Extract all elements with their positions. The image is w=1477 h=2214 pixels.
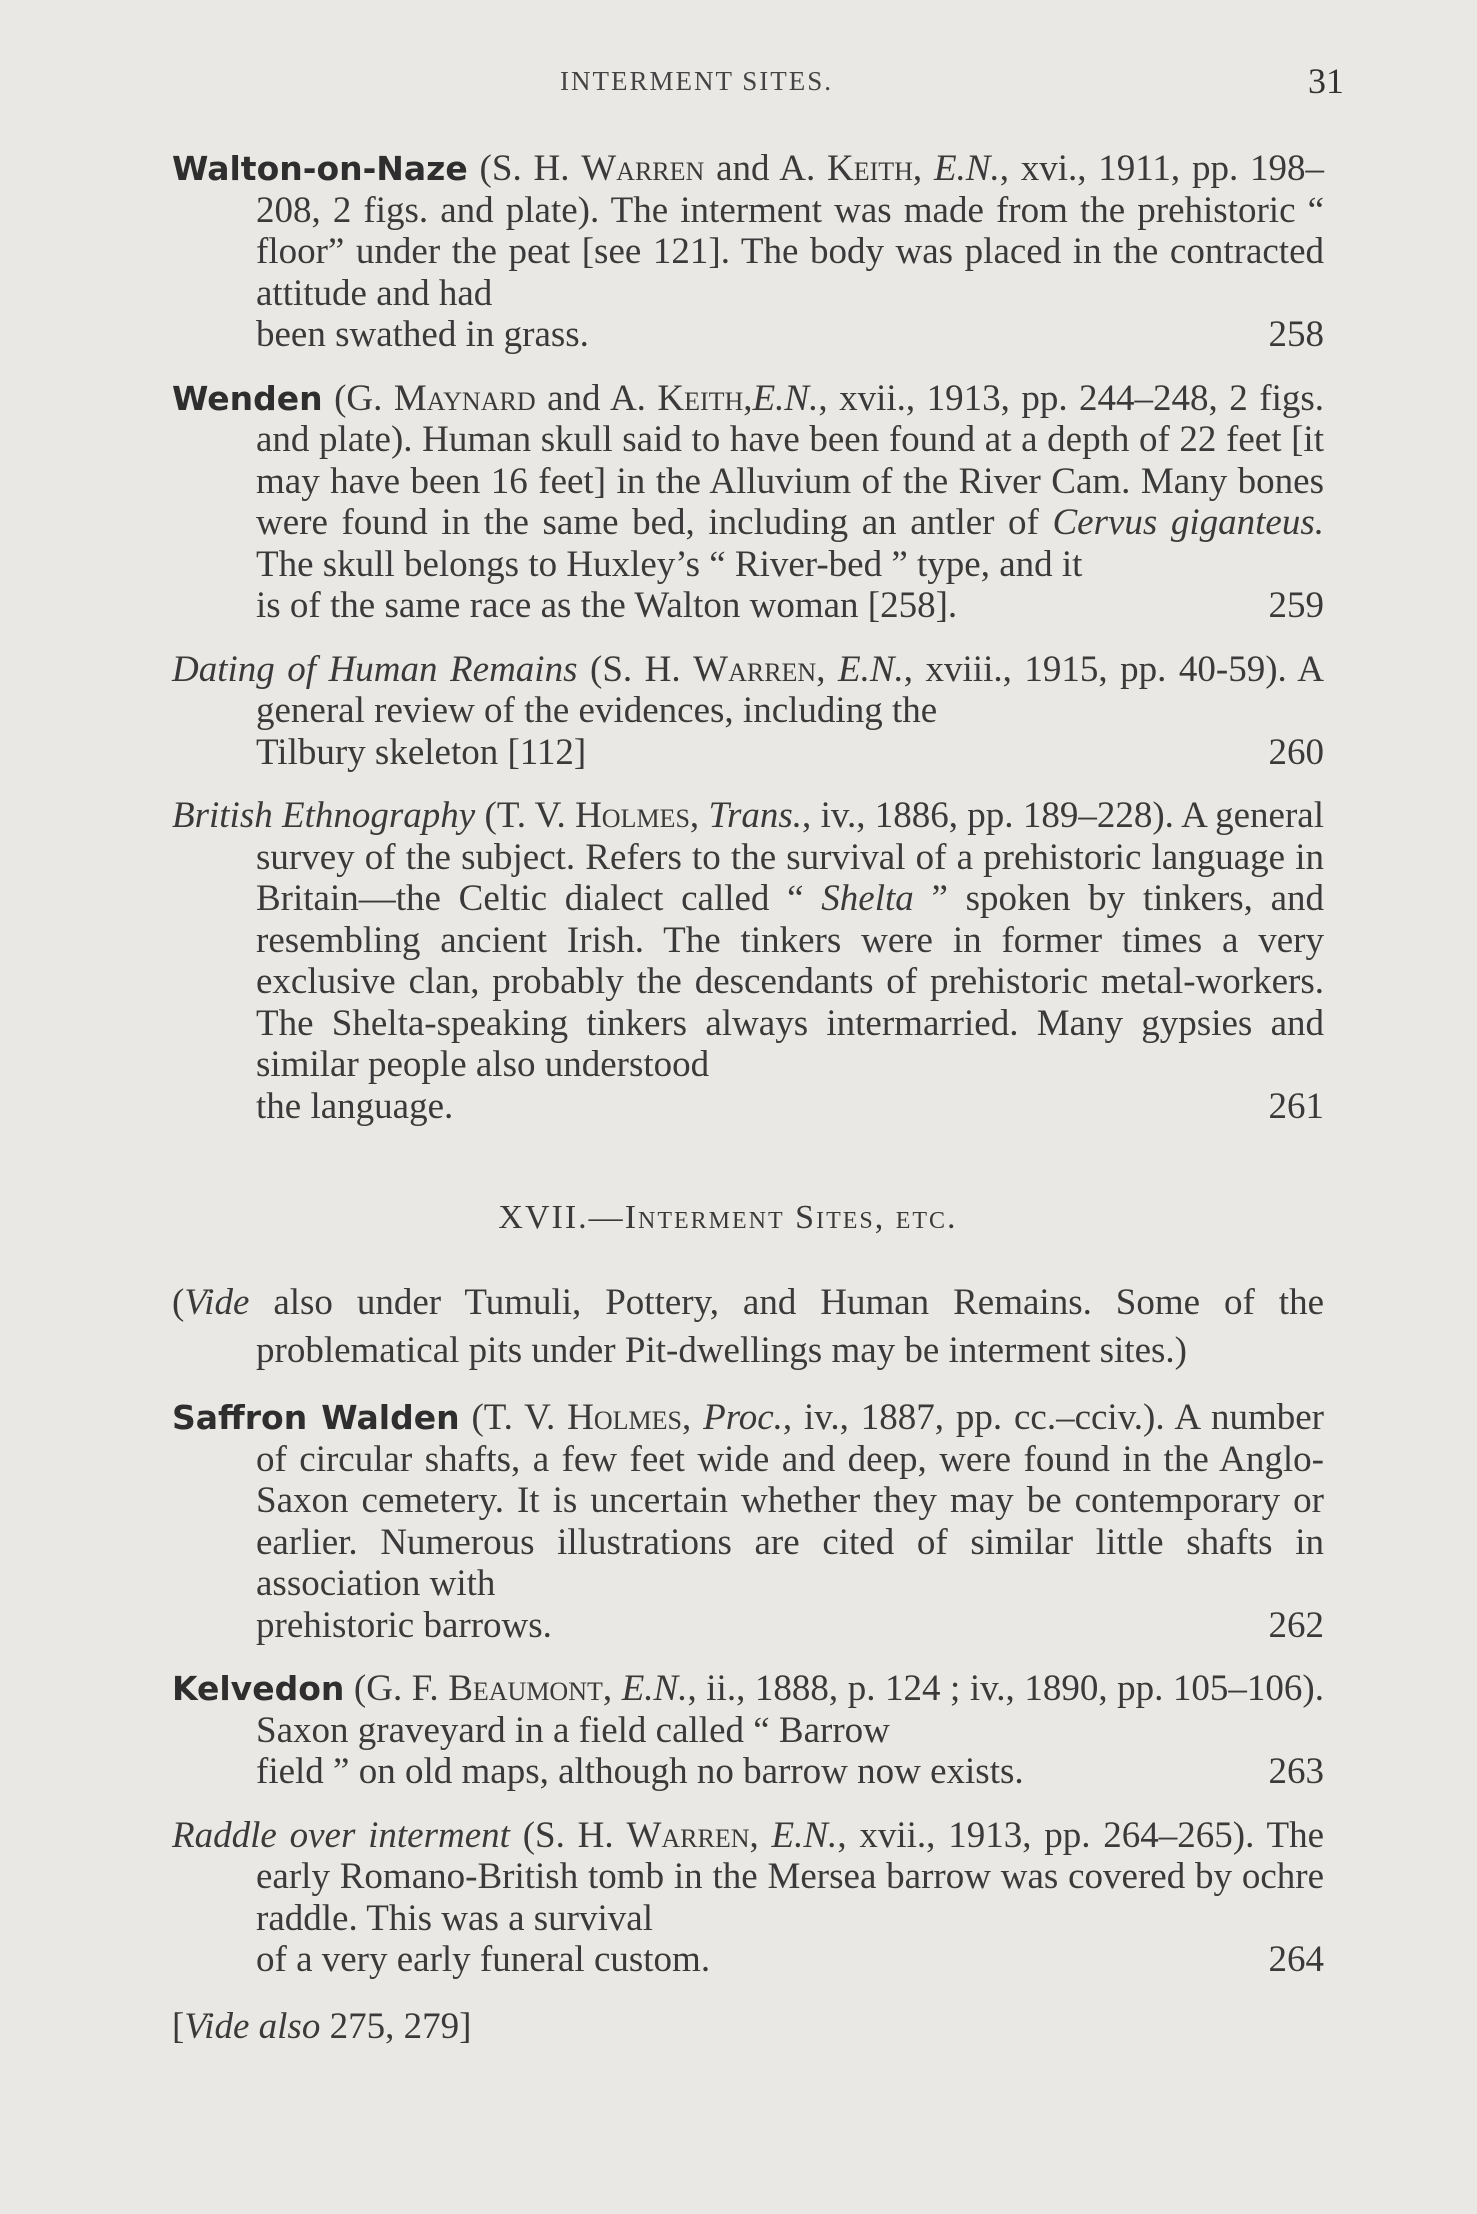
entry-headword: Raddle over interment [172,1814,510,1856]
entry-journal: E.N. [771,1814,838,1856]
entry-text: The skull belongs to Huxley’s “ River-bed ” type, and it [256,543,1083,585]
entry-text: , iv., 1886, pp. 189–228). A general survey of the subject. Refers to the survival of a prehistoric language in Britain—the Celtic dialect called “ [256,795,1324,919]
vide-note-text: also under Tumuli, Pottery, and Human Remains. Some of the problematical pits under Pit-dwellings may be interment sites.) [249,1282,1324,1371]
vide-note: (Vide also under Tumuli, Pottery, and Human Remains. Some of the problematical pits under Pit-dwellings may be interment sites.) [172,1282,1324,1371]
entry-author: Maynard [393,377,536,419]
entry-number: 258 [1268,314,1324,355]
entry-author: Keith, [657,377,753,419]
entry-journal: E.N. [837,648,904,690]
entry-text: , xviii., 1915, pp. 40-59). A general review of the evidences, including the [256,648,1324,731]
entry-number: 263 [1268,1751,1324,1792]
entry-list [172,148,1324,2049]
entry-headword: Walton-on-Naze [172,149,468,188]
entry-number: 260 [1268,731,1324,773]
entry-258: Walton-on-Naze (S. H. Warren and A. Keith, E.N., xvi., 1911, pp. 198–208, 2 figs. and plate). The interment was made from the prehistoric “ floor” under the peat [see 121]. The body was placed in the contracted attitude and had been swathed in grass. 258 [172,148,1324,355]
entry-headword: Kelvedon [172,1669,345,1708]
entry-text-tail: field ” on old maps, although no barrow now exists. [256,1751,1024,1792]
entry-author: Keith [826,148,913,189]
entry-number: 262 [1268,1604,1324,1646]
entry-260: Dating of Human Remains (S. H. Warren, E.N., xviii., 1915, pp. 40-59). A general review of the evidences, including the Tilbury skeleton [112] 260 [172,648,1324,773]
entry-author: Beaumont [448,1668,603,1709]
entry-263: Kelvedon (G. F. Beaumont, E.N., ii., 1888, p. 124 ; iv., 1890, pp. 105–106). Saxon graveyard in a field called “ Barrow field ” on old maps, although no barrow now exists. 263 [172,1668,1325,1792]
entry-number: 264 [1268,1939,1324,1980]
entry-262: Saffron Walden (T. V. Holmes, Proc., iv., 1887, pp. cc.–cciv.). A number of circular shafts, a few feet wide and deep, were found in the Anglo-Saxon cemetery. It is uncertain whether they may be contemporary or earlier. Numerous illustrations are cited of similar little shafts in association with prehistoric barrows. 262 [172,1397,1324,1646]
entry-text-tail: prehistoric barrows. [256,1604,552,1646]
entry-text: , ii., 1888, p. 124 ; iv., 1890, pp. 105–106). Saxon graveyard in a field called “ Barrow [256,1668,1325,1751]
entry-headword: British Ethnography [172,795,476,836]
entry-author: Warren [581,148,705,189]
entry-journal: Proc. [703,1397,783,1438]
entry-headword: Saffron Walden [172,1398,460,1437]
entry-author: Warren [626,1814,750,1856]
entry-264: Raddle over interment (S. H. Warren, E.N., xvii., 1913, pp. 264–265). The early Romano-British tomb in the Mersea barrow was covered by ochre raddle. This was a survival of a very early funeral custom. 264 [172,1814,1324,1980]
entry-text: , xvii., 1913, pp. 264–265). The early Romano-British tomb in the Mersea barrow was covered by ochre raddle. This was a survival [256,1814,1324,1939]
entry-number: 259 [1268,585,1324,626]
entry-text-tail: been swathed in grass. [256,314,589,355]
entry-journal: E.N. [752,377,819,419]
entry-journal: E.N. [621,1668,688,1709]
entry-number: 261 [1268,1085,1324,1127]
entry-text: , xvi., 1911, pp. 198–208, 2 figs. and plate). The interment was made from the prehistoric “ floor” under the peat [see 121]. The body was placed in the contracted attitude and had [256,148,1324,314]
entry-text-tail: of a very early funeral custom. [256,1939,711,1980]
vide-also-refs: 275, 279] [320,2005,472,2047]
entry-author: Holmes [575,795,690,836]
vide-also-label: Vide also [184,2005,321,2047]
vide-word: Vide [184,1282,250,1323]
entry-259: Wenden (G. Maynard and A. Keith,E.N., xvii., 1913, pp. 244–248, 2 figs. and plate). Human skull said to have been found at a depth of 22 feet [it may have been 16 feet] in the Alluvium of the River Cam. Many bones were found in the same bed, including an antler of Cervus giganteus. The skull belongs to Huxley’s “ River-bed ” type, and it is of the same race as the Walton woman [258]. 259 [172,377,1325,626]
vide-also-note: [Vide also 275, 279] [172,2005,472,2047]
entry-text: ” spoken by tinkers, and resembling ancient Irish. The tinkers were in former times a very exclusive clan, probably the descendants of prehistoric metal-workers. The Shelta-speaking tinkers always intermarried. Many gypsies and similar people also understood [256,878,1325,1085]
entry-text: , iv., 1887, pp. cc.–cciv.). A number of circular shafts, a few feet wide and deep, were found in the Anglo-Saxon cemetery. It is uncertain whether they may be contemporary or earlier. Numerous illustrations are cited of similar little shafts in association with [256,1397,1324,1604]
species-name: Cervus giganteus. [1052,502,1325,543]
entry-headword: Dating of Human Remains [172,648,578,690]
running-head: INTERMENT SITES. [560,66,833,96]
entry-261: British Ethnography (T. V. Holmes, Trans., iv., 1886, pp. 189–228). A general survey of the subject. Refers to the survival of a prehistoric language in Britain—the Celtic dialect called “ Shelta ” spoken by tinkers, and resembling ancient Irish. The tinkers were in former times a very exclusive clan, probably the descendants of prehistoric metal-workers. The Shelta-speaking tinkers always intermarried. Many gypsies and similar people also understood the language. 261 [172,795,1325,1127]
section-heading [172,1199,1324,1237]
section-number: XVII.— [498,1199,625,1236]
entry-journal: Trans. [708,795,803,836]
section-title: Interment Sites, etc. [624,1199,958,1236]
entry-text-tail: Tilbury skeleton [112] [256,731,587,773]
entry-text-tail: is of the same race as the Walton woman [258]. [256,585,958,626]
page-number: 31 [1308,61,1344,101]
entry-headword: Wenden [172,378,323,418]
term-shelta: Shelta [821,878,914,919]
entry-journal: E.N. [933,148,1000,189]
entry-text-tail: the language. [256,1085,454,1127]
entry-text: , xvii., 1913, pp. 244–248, 2 figs. and plate). Human skull said to have been found at a depth of 22 feet [it may have been 16 feet] in the Alluvium of the River Cam. Many bones were found in the same bed, including an antler of [256,377,1324,543]
entry-author: Warren [693,648,817,690]
entry-author: Holmes [567,1397,682,1438]
